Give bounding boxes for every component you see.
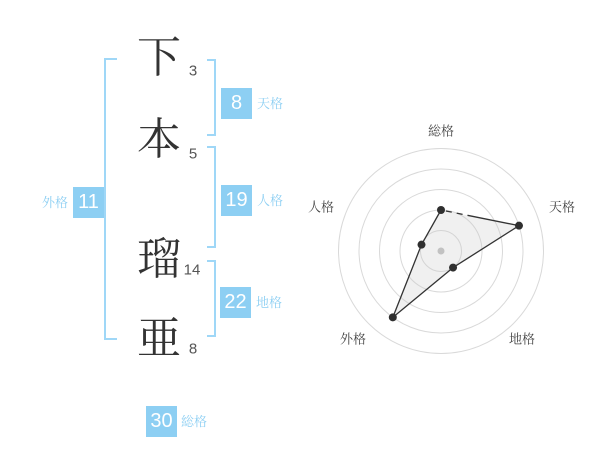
stroke-count-3: 14 — [183, 261, 201, 279]
chikaku-score-badge: 22 — [220, 287, 251, 318]
radar-data-point — [449, 264, 457, 272]
jinkaku-bracket — [207, 146, 216, 248]
stroke-count-4: 8 — [188, 340, 198, 358]
soukaku-label: 総格 — [181, 414, 208, 429]
gaikaku-bracket — [104, 58, 117, 340]
tenkaku-score-badge: 8 — [221, 88, 252, 119]
fortune-radar-chart — [290, 91, 600, 401]
soukaku-score-badge: 30 — [146, 406, 177, 437]
gaikaku-score-badge: 11 — [73, 187, 104, 218]
chikaku-label: 地格 — [256, 295, 283, 310]
radar-center-dot — [438, 248, 445, 255]
jinkaku-label: 人格 — [257, 193, 284, 208]
radar-axis-label-jinkaku: 人格 — [307, 199, 335, 215]
name-character-2: 本 — [137, 115, 181, 164]
radar-data-point — [418, 241, 426, 249]
name-character-4: 亜 — [137, 314, 181, 363]
radar-axis-label-gaikaku: 外格 — [339, 331, 367, 347]
stroke-count-1: 3 — [188, 62, 198, 80]
chikaku-bracket — [207, 260, 216, 337]
gaikaku-label: 外格 — [42, 195, 69, 210]
radar-data-point — [437, 206, 445, 214]
radar-axis-label-chikaku: 地格 — [508, 331, 536, 347]
tenkaku-label: 天格 — [257, 96, 284, 111]
name-character-1: 下 — [137, 33, 181, 82]
stroke-count-2: 5 — [188, 145, 198, 163]
radar-axis-label-tenkaku: 天格 — [548, 199, 576, 215]
radar-data-point — [389, 313, 397, 321]
jinkaku-score-badge: 19 — [221, 185, 252, 216]
radar-data-point — [515, 222, 523, 230]
name-character-3: 瑠 — [137, 235, 181, 284]
radar-axis-label-soukaku: 総格 — [427, 123, 455, 139]
tenkaku-bracket — [207, 59, 216, 136]
